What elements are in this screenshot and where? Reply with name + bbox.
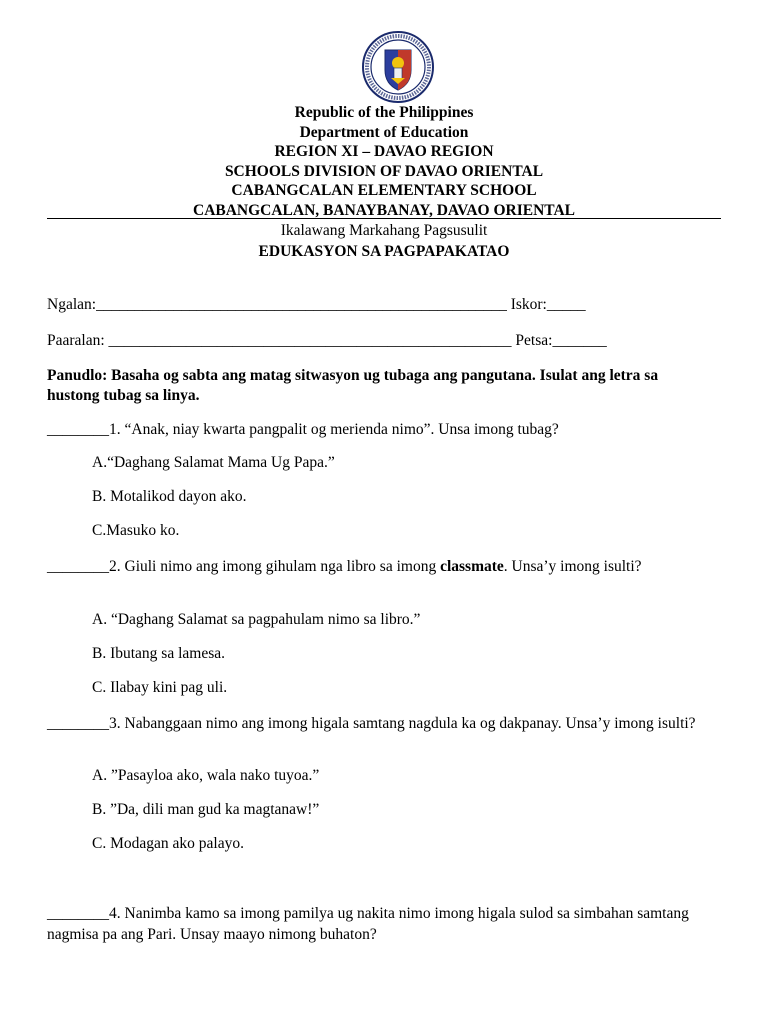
question-1-option-c: C.Masuko ko. xyxy=(92,522,180,539)
question-2-option-b: B. Ibutang sa lamesa. xyxy=(92,645,226,662)
answer-blank[interactable]: ________ xyxy=(47,715,109,732)
question-3-option-c: C. Modagan ako palayo. xyxy=(92,835,244,852)
answer-blank[interactable]: ________ xyxy=(47,905,109,922)
letterhead-line-school: CABANGCALAN ELEMENTARY SCHOOL xyxy=(231,182,537,199)
question-text-end: . Unsa’y imong isulti? xyxy=(503,558,642,575)
question-3-option-a: A. ”Pasayloa ako, wala nako tuyoa.” xyxy=(92,767,320,784)
question-text: 2. Giuli nimo ang imong gihulam nga libro sa imong xyxy=(109,558,441,575)
question-text: 4. Nanimba kamo sa imong pamilya ug nakita nimo imong higala sulod sa simbahan samtang nagmisa pa ang Pari. Unsay maayo nimong buhaton? xyxy=(47,905,689,943)
letterhead-line-department: Department of Education xyxy=(299,123,469,141)
question-2-option-a: A. “Daghang Salamat sa pagpahulam nimo sa libro.” xyxy=(92,611,421,628)
date-label: Petsa: xyxy=(515,332,553,349)
school-label: Paaralan: xyxy=(47,332,105,349)
name-field-row xyxy=(47,296,707,314)
letterhead xyxy=(0,103,768,220)
letterhead-line-division: SCHOOLS DIVISION OF DAVAO ORIENTAL xyxy=(224,162,544,180)
question-2 xyxy=(47,556,707,577)
answer-blank[interactable]: ________ xyxy=(47,421,109,438)
question-emphasis: classmate xyxy=(440,558,504,575)
score-label: Iskor: xyxy=(510,296,547,313)
name-blank[interactable]: _____________________________________________________ xyxy=(96,296,507,313)
question-text: 1. “Anak, niay kwarta pangpalit og merienda nimo”. Unsa imong tubag? xyxy=(109,421,559,438)
school-blank[interactable]: ____________________________________________________ xyxy=(108,332,512,349)
question-1 xyxy=(47,419,707,440)
answer-blank[interactable]: ________ xyxy=(47,558,109,575)
question-text: 3. Nabanggaan nimo ang imong higala samtang nagdula ka og dakpanay. Unsa’y imong isulti? xyxy=(109,715,696,732)
name-label: Ngalan: xyxy=(47,296,97,313)
question-2-option-c: C. Ilabay kini pag uli. xyxy=(92,679,228,696)
question-3-option-b: B. ”Da, dili man gud ka magtanaw!” xyxy=(92,801,320,818)
letterhead-line-address: CABANGCALAN, BANAYBANAY, DAVAO ORIENTAL xyxy=(193,201,575,219)
question-4 xyxy=(47,903,707,945)
exam-subject: EDUKASYON SA PAGPAPAKATAO xyxy=(258,243,510,260)
question-3 xyxy=(47,713,707,734)
header-divider xyxy=(47,218,721,219)
question-1-option-b: B. Motalikod dayon ako. xyxy=(92,488,247,505)
date-blank[interactable]: _______ xyxy=(552,332,607,349)
deped-seal-logo xyxy=(361,30,435,104)
instructions: Panudlo: Basaha og sabta ang matag sitwasyon ug tubaga ang pangutana. Isulat ang letra sa hustong tubag sa linya. xyxy=(47,367,659,404)
letterhead-line-republic: Republic of the Philippines xyxy=(294,104,474,121)
letterhead-line-region: REGION XI – DAVAO REGION xyxy=(274,143,494,160)
school-field-row xyxy=(47,332,707,350)
score-blank[interactable]: _____ xyxy=(546,296,586,313)
question-1-option-a: A.“Daghang Salamat Mama Ug Papa.” xyxy=(92,454,335,471)
exam-subtitle: Ikalawang Markahang Pagsusulit xyxy=(280,222,488,239)
